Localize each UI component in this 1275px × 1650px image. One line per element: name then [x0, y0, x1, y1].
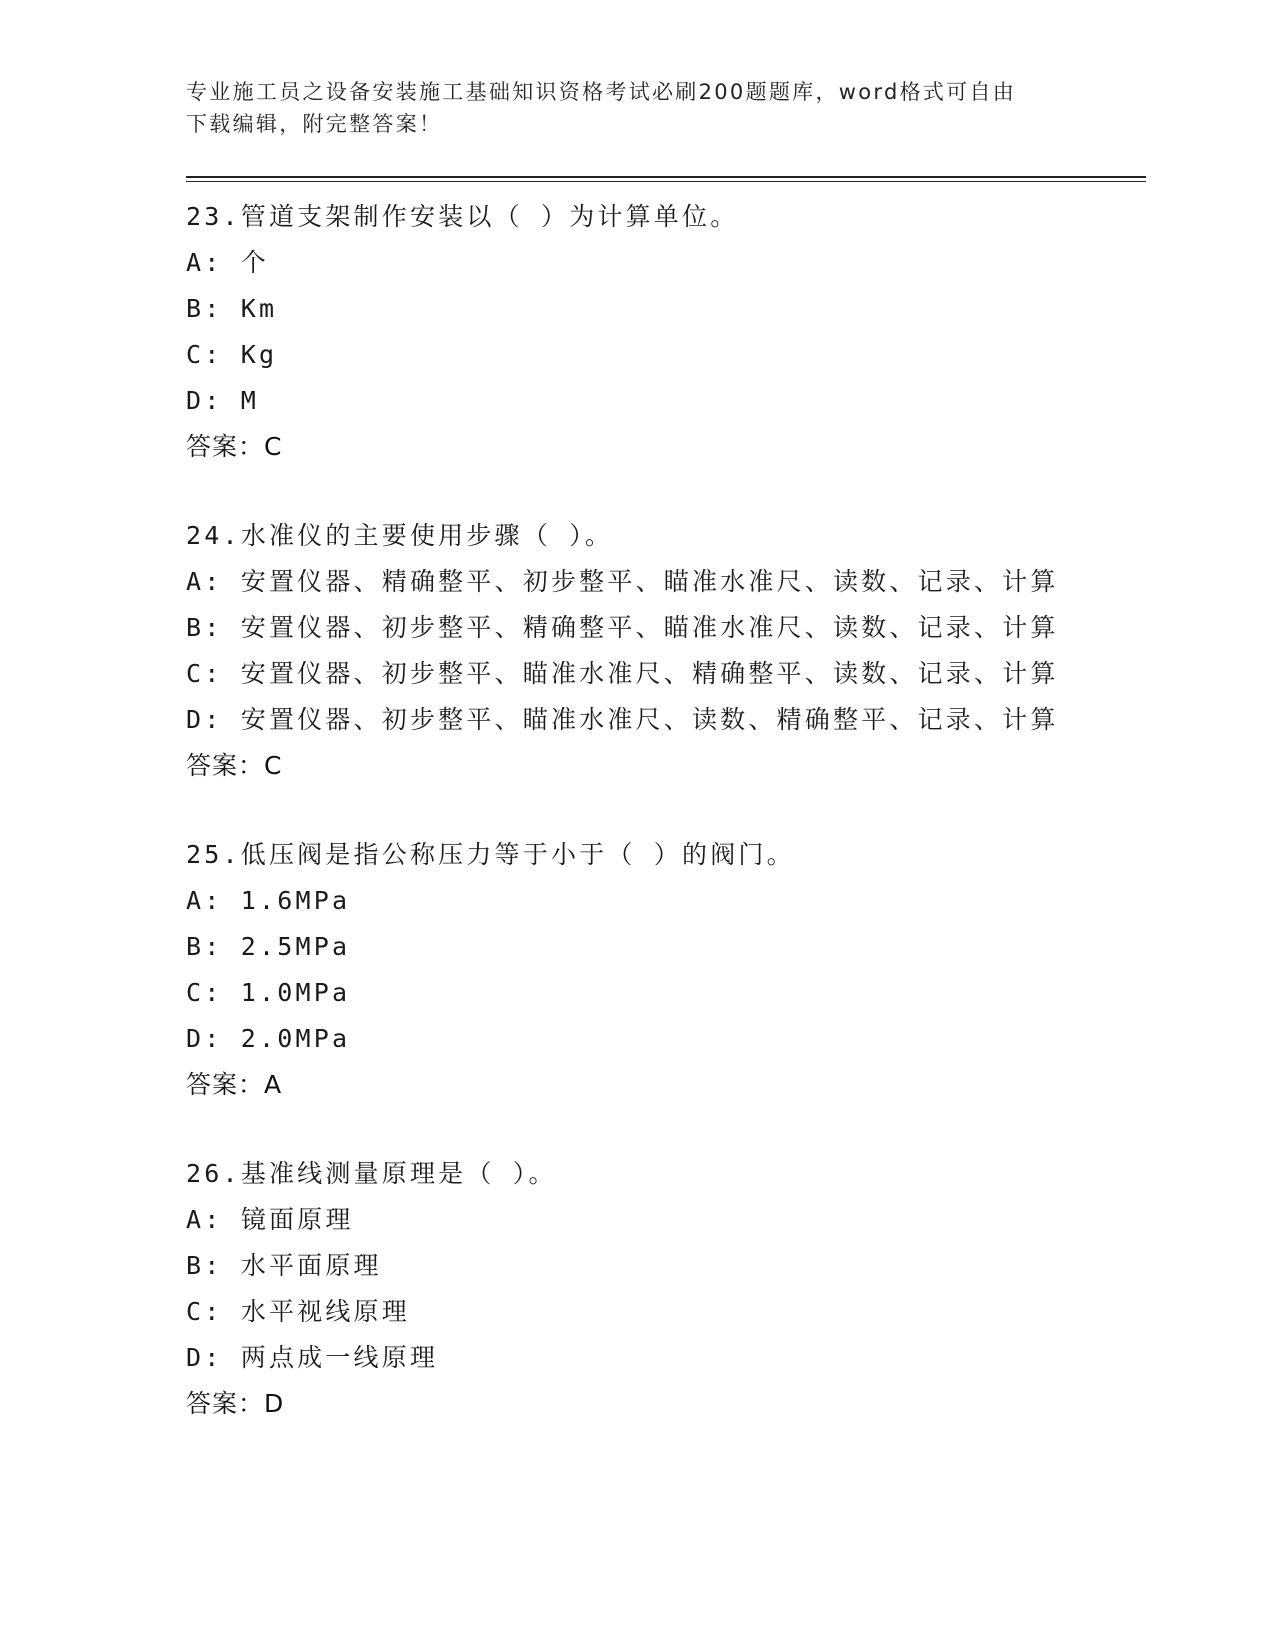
answer-line: 答案：A: [186, 1070, 283, 1099]
option-a: A: 1.6MPa: [186, 886, 351, 915]
question-26: [186, 1151, 1186, 1427]
option-c: C: 安置仪器、初步整平、瞄准水准尺、精确整平、读数、记录、计算: [186, 659, 1059, 688]
option-c: C: 1.0MPa: [186, 978, 351, 1007]
option-c: C: Kg: [186, 340, 278, 369]
question-24: [186, 513, 1186, 789]
question-stem: 23.管道支架制作安装以（ ）为计算单位。: [186, 202, 739, 231]
header-divider-thick: [186, 176, 1146, 178]
option-a: A: 镜面原理: [186, 1205, 354, 1234]
document-header: [186, 76, 1086, 140]
option-a: A: 个: [186, 248, 269, 277]
answer-line: 答案：D: [186, 1389, 285, 1418]
option-b: B: 2.5MPa: [186, 932, 351, 961]
question-stem: 24.水准仪的主要使用步骤（ ）。: [186, 521, 614, 550]
header-line-1: 专业施工员之设备安装施工基础知识资格考试必刷200题题库，word格式可自由: [186, 80, 1017, 104]
question-23: [186, 194, 1186, 470]
option-d: D: 两点成一线原理: [186, 1343, 439, 1372]
question-stem: 25.低压阀是指公称压力等于小于（ ）的阀门。: [186, 840, 795, 869]
option-c: C: 水平视线原理: [186, 1297, 410, 1326]
header-divider-thin: [186, 181, 1146, 182]
option-a: A: 安置仪器、精确整平、初步整平、瞄准水准尺、读数、记录、计算: [186, 567, 1059, 596]
question-stem: 26.基准线测量原理是（ ）。: [186, 1159, 557, 1188]
option-d: D: 2.0MPa: [186, 1024, 351, 1053]
answer-line: 答案：C: [186, 432, 283, 461]
header-line-2: 下载编辑，附完整答案！: [186, 112, 443, 136]
option-b: B: 水平面原理: [186, 1251, 382, 1280]
option-d: D: 安置仪器、初步整平、瞄准水准尺、读数、精确整平、记录、计算: [186, 705, 1059, 734]
question-list: [186, 194, 1186, 1427]
option-b: B: 安置仪器、初步整平、精确整平、瞄准水准尺、读数、记录、计算: [186, 613, 1059, 642]
answer-line: 答案：C: [186, 751, 283, 780]
question-25: [186, 832, 1186, 1108]
option-b: B: Km: [186, 294, 278, 323]
option-d: D: M: [186, 386, 260, 415]
